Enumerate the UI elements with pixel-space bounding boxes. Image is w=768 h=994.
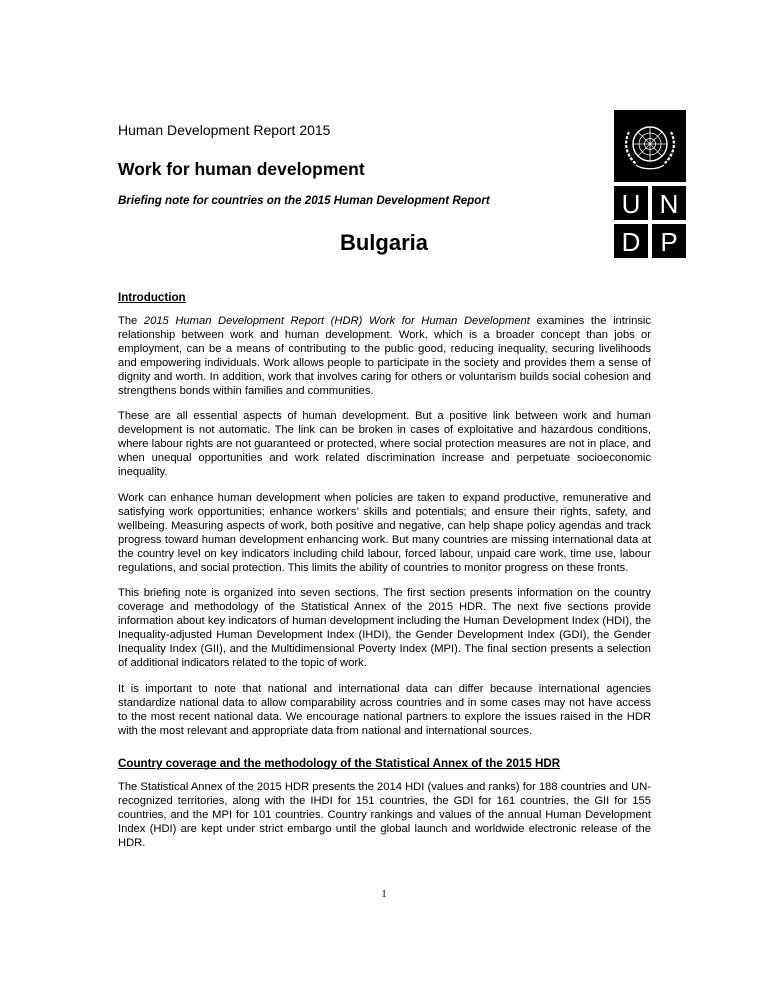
paragraph-text: examines the intrinsic relationship between work and human development. Work, which is a broader concept than jobs or employment, can be a means of contributing to the public good, reducing inequality, securing livelihoods and empowering individuals. Work allows people to participate in the society and provides them a sense of dignity and worth. In addition, work that involves caring for others or voluntarism builds social cohesion and strengthens bonds within families and communities.: [118, 315, 651, 397]
un-emblem-icon: [614, 110, 686, 182]
introduction-paragraph-4: This briefing note is organized into seven sections. The first section presents information on the country coverage and methodology of the Statistical Annex of the 2015 HDR. The next five sections provide information about key indicators of human development including the Human Development Index (HDI), the Inequality-adjusted Human Development Index (IHDI), the Gender Development Index (GDI), the Gender Inequality Index (GII), and the Multidimensional Poverty Index (MPI). The final section presents a selection of additional indicators related to the topic of work.: [118, 587, 651, 669]
introduction-paragraph-2: These are all essential aspects of human development. But a positive link between work and human development is not automatic. The link can be broken in cases of exploitative and hazardous conditions, where labour rights are not guaranteed or protected, where social protection measures are not in place, and when unequal opportunities and work related discrimination increase and perpetuate socioeconomic inequality.: [118, 410, 651, 479]
logo-letter-p: P: [660, 227, 678, 257]
country-title: Bulgaria: [339, 230, 429, 255]
report-title: Human Development Report 2015: [118, 122, 331, 138]
page-number: 1: [381, 888, 387, 900]
paragraph-text: The: [118, 315, 144, 327]
main-title: Work for human development: [118, 159, 365, 179]
coverage-heading: Country coverage and the methodology of the Statistical Annex of the 2015 HDR: [118, 757, 561, 771]
subtitle: Briefing note for countries on the 2015 Human Development Report: [118, 194, 490, 207]
introduction-paragraph-3: Work can enhance human development when policies are taken to expand productive, remunerative and satisfying work opportunities; enhance workers’ skills and potentials; and ensure their rights, safety, and wellbeing. Measuring aspects of work, both positive and negative, can help shape policy agendas and track progress toward human development enhancing work. But many countries are missing international data at the country level on key indicators including child labour, forced labour, unpaid care work, time use, labour regulations, and social protection. This limits the ability of countries to monitor progress on these fronts.: [118, 491, 651, 574]
coverage-paragraph-1: The Statistical Annex of the 2015 HDR presents the 2014 HDI (values and ranks) for 188 countries and UN-recognized territories, along with the IHDI for 151 countries, the GDI for 161 countries, the GII for 155 countries, and the MPI for 101 countries. Country rankings and values of the annual Human Development Index (HDI) are kept under strict embargo until the global launch and worldwide electronic release of the HDR.: [118, 781, 651, 850]
body-content: [118, 290, 651, 851]
introduction-paragraph-1: [118, 315, 651, 398]
introduction-paragraph-5: It is important to note that national and international data can differ because international agencies standardize national data to allow comparability across countries and in some cases may not have access to the most recent national data. We encourage national partners to explore the issues raised in the HDR with the most relevant and appropriate data from national and international sources.: [118, 682, 651, 737]
logo-letter-d: D: [621, 227, 641, 257]
logo-letter-u: U: [621, 189, 641, 219]
report-name-italic: 2015 Human Development Report (HDR) Work for Human Development: [143, 315, 530, 327]
introduction-heading: Introduction: [118, 291, 186, 304]
logo-letter-n: N: [659, 189, 679, 219]
